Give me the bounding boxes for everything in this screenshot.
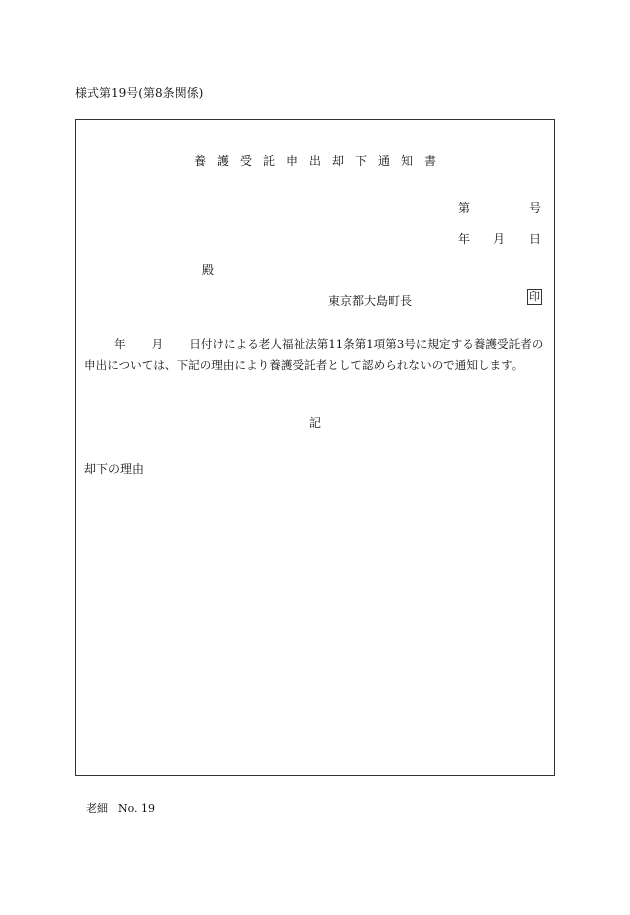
date-month-label: 月 [493, 232, 506, 246]
sender-name: 東京都大島町長 [328, 294, 413, 308]
body-paragraph [84, 334, 550, 376]
date-day-label: 日 [529, 232, 542, 246]
reason-label: 却下の理由 [84, 462, 145, 476]
footer-dept: 老細 [86, 802, 108, 815]
body-month: 月 [151, 337, 164, 351]
form-number: 様式第19号(第8条関係) [75, 86, 204, 100]
addressee-suffix: 殿 [202, 263, 215, 277]
number-label: 第 [458, 201, 471, 215]
kiroku-heading: 記 [308, 416, 321, 430]
footer-number: No. 19 [118, 802, 156, 815]
document-title: 養護受託申出却下通知書 [193, 154, 447, 168]
number-suffix: 号 [529, 201, 542, 215]
body-year: 年 [114, 337, 126, 351]
seal-mark: 印 [529, 290, 540, 303]
notice-frame [75, 119, 555, 776]
body-text: 日付けによる老人福祉法第11条第1項第3号に規定する養護受託者の申出については、下記の理由により養護受託者として認められないので通知します。 [84, 337, 544, 372]
footer-code [86, 800, 155, 816]
date-year-label: 年 [458, 232, 471, 246]
